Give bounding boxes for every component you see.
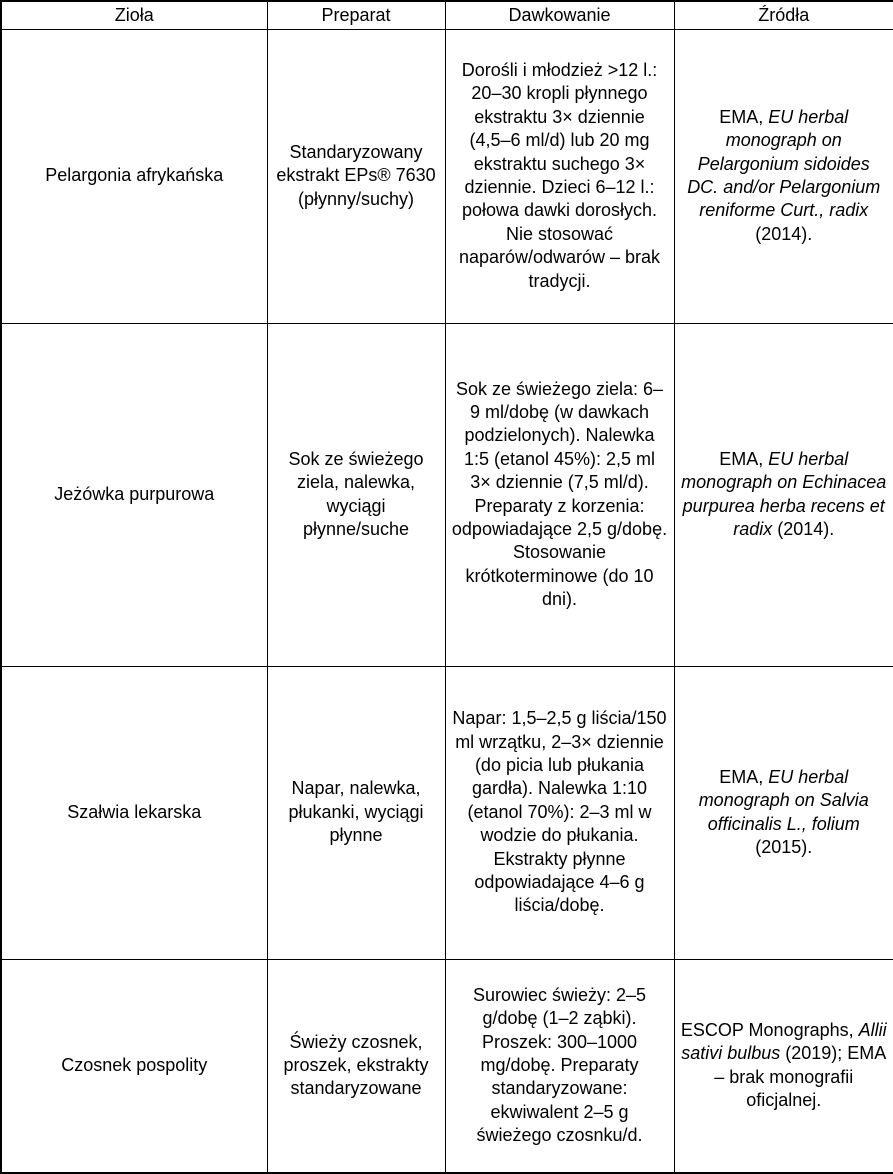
table-row (1, 666, 893, 959)
column-header-herb: Zioła (1, 1, 267, 29)
source-text: (2014). (772, 518, 835, 539)
preparation-cell: Świeży czosnek, proszek, ekstrakty standaryzowane (267, 959, 445, 1173)
source-text: ESCOP Monographs, (680, 1019, 859, 1040)
sources-cell (674, 323, 893, 666)
source-title-italic: Allii sativi bulbus (681, 1019, 887, 1064)
column-header-sources: Źródła (674, 1, 893, 29)
column-header-preparation: Preparat (267, 1, 445, 29)
herb-cell: Szałwia lekarska (1, 666, 267, 959)
dosage-cell: Dorośli i młodzież >12 l.: 20–30 kropli płynnego ekstraktu 3× dziennie (4,5–6 ml/d) lub 20 mg ekstraktu suchego 3× dziennie. Dzieci 6–12 l.: połowa dawki dorosłych. Nie stosować naparów/odwarów – brak tradycji. (445, 29, 674, 323)
dosage-cell: Surowiec świeży: 2–5 g/dobę (1–2 ząbki). Proszek: 300–1000 mg/dobę. Preparaty standaryzowane: ekwiwalent 2–5 g świeżego czosnku/d. (445, 959, 674, 1173)
table-body (1, 29, 893, 1173)
source-text: (2014). (755, 223, 813, 244)
header-row (1, 1, 893, 29)
herb-cell: Czosnek pospolity (1, 959, 267, 1173)
source-text: (2015). (755, 836, 813, 857)
source-title-italic: EU herbal monograph on Echinacea purpurea herba recens et radix (681, 448, 887, 539)
preparation-cell: Sok ze świeżego ziela, nalewka, wyciągi płynne/suche (267, 323, 445, 666)
source-text: (2019); EMA – brak monografii oficjalnej. (714, 1043, 887, 1111)
source-title-italic: EU herbal monograph on Salvia officinalis L., folium (698, 766, 869, 834)
sources-cell (674, 959, 893, 1173)
preparation-cell: Standaryzowany ekstrakt EPs® 7630 (płynny/suchy) (267, 29, 445, 323)
source-text: EMA, (719, 106, 769, 127)
sources-cell (674, 666, 893, 959)
preparation-cell: Napar, nalewka, płukanki, wyciągi płynne (267, 666, 445, 959)
column-header-dosage: Dawkowanie (445, 1, 674, 29)
table-row (1, 959, 893, 1173)
herb-cell: Jeżówka purpurowa (1, 323, 267, 666)
herb-cell: Pelargonia afrykańska (1, 29, 267, 323)
sources-cell (674, 29, 893, 323)
source-text: EMA, (719, 448, 769, 469)
table-header (1, 1, 893, 29)
dosage-cell: Sok ze świeżego ziela: 6–9 ml/dobę (w dawkach podzielonych). Nalewka 1:5 (etanol 45%): 2,5 ml 3× dziennie (7,5 ml/d). Preparaty z korzenia: odpowiadające 2,5 g/dobę. Stosowanie krótkoterminowe (do 10 dni). (445, 323, 674, 666)
source-title-italic: EU herbal monograph on Pelargonium sidoides DC. and/or Pelargonium reniforme Curt., radix (687, 106, 881, 221)
source-text: EMA, (719, 766, 769, 787)
table-row (1, 29, 893, 323)
table-row (1, 323, 893, 666)
dosage-cell: Napar: 1,5–2,5 g liścia/150 ml wrzątku, 2–3× dziennie (do picia lub płukania gardła). Nalewka 1:10 (etanol 70%): 2–3 ml w wodzie do płukania. Ekstrakty płynne odpowiadające 4–6 g liścia/dobę. (445, 666, 674, 959)
